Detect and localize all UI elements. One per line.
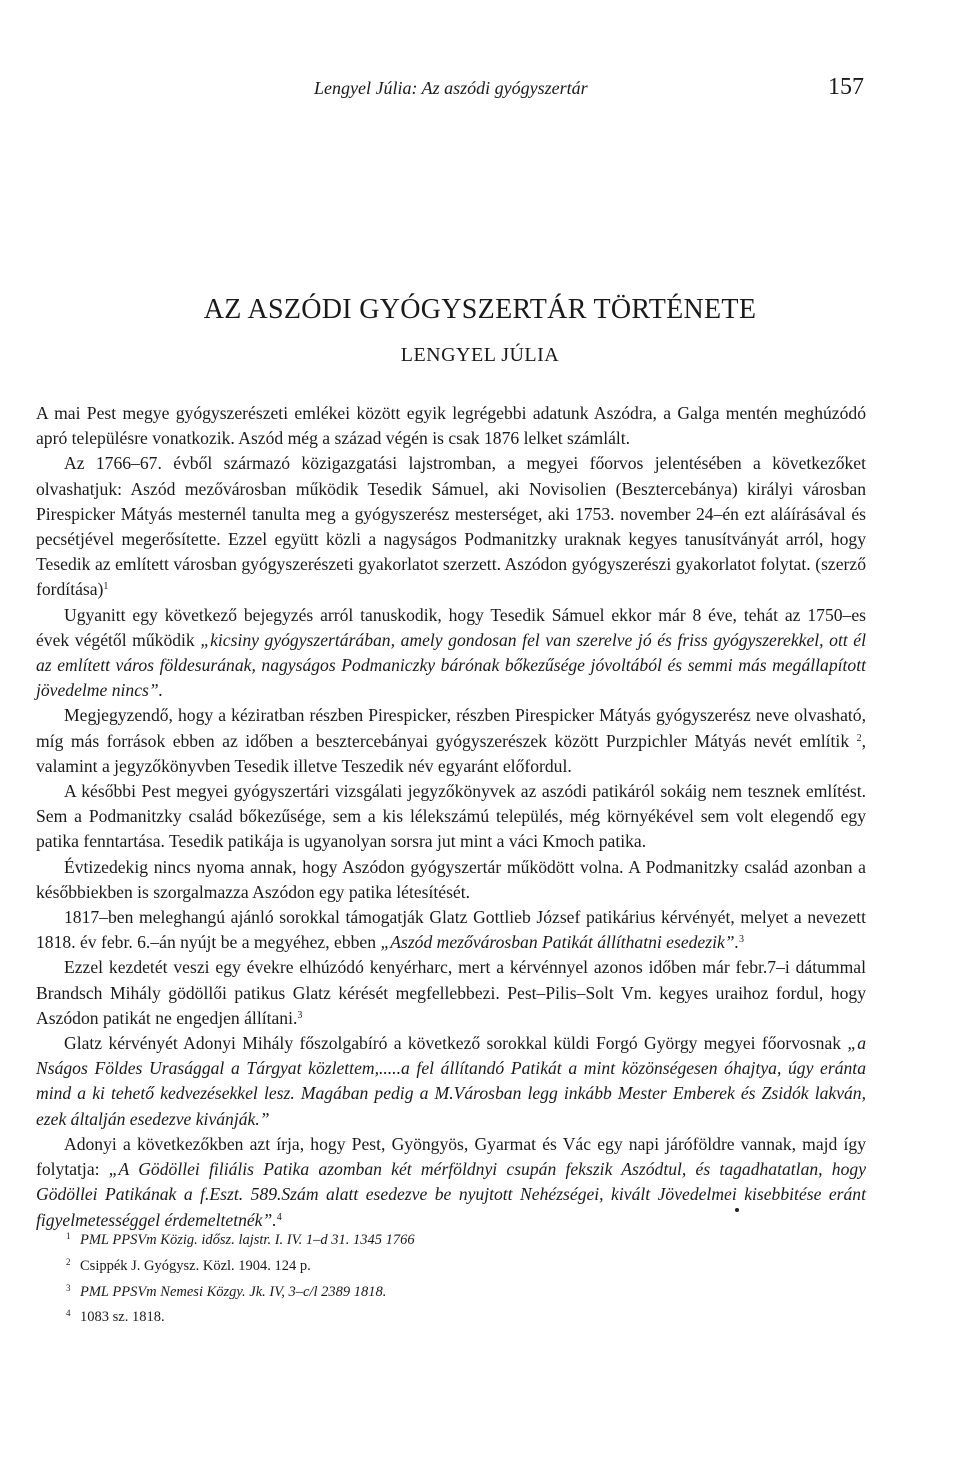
- paragraph: Ugyanitt egy következő bejegyzés arról tanuskodik, hogy Tesedik Sámuel ekkor már 8 éve, tehát az 1750–es évek végétől működik „kicsiny gyógyszertárában, amely gondosan fel van szerelve jó és friss gyógyszerekkel, ott él az említett város földesurának, nagyságos Podmaniczky bárónak bőkezűsége jóvoltából és semmi más megállapított jövedelme nincs”.: [36, 604, 867, 701]
- footnote: 3 PML PPSVm Nemesi Közgy. Jk. IV, 3–c/l 2389 1818.: [66, 1282, 387, 1300]
- article-author: LENGYEL JÚLIA: [400, 344, 560, 366]
- page-number: 157: [828, 74, 864, 100]
- paragraph: Adonyi a következőkben azt írja, hogy Pest, Gyöngyös, Gyarmat és Vác egy napi járóföldre vannak, majd így folytatja: „A Gödöllei filiális Patika azomban két mérföldnyi csupán fekszik Aszódtul, és tagadhatatlan, hogy Gödöllei Patikának a f.Eszt. 589.Szám alatt esedezve be nyujtott Nehézségei, kivált Jövedelmei kisebbitése eránt figyelmetességgel érdemeltetnék”.$^4$: [36, 1133, 866, 1230]
- footnote: 4 1083 sz. 1818.: [66, 1308, 165, 1326]
- footnote-ref: 1: [103, 581, 109, 593]
- footnote-ref: 3: [297, 1009, 303, 1021]
- article-title: AZ ASZÓDI GYÓGYSZERTÁR TÖRTÉNETE: [203, 294, 757, 325]
- paragraph: Évtizedekig nincs nyoma annak, hogy Aszódon gyógyszertár működött volna. A Podmanitzky család azonban a későbbiekben is szorgalmazza Aszódon egy patika létesítését.: [36, 856, 866, 902]
- paragraph: Glatz kérvényét Adonyi Mihály főszolgabíró a következő sorokkal küldi Forgó György megyei főorvosnak „a Nságos Földes Urasággal a Tárgyat közlettem,.....a fel állítandó Patikát a mint közönségesen óhajtya, úgy eránta mind a ki tehető kedvezésekkel lesz. Magában pedig a M.Városban legg inkább Mester Emberek és Zsidók lakván, ezek általján esedezve kivánják.”: [36, 1033, 866, 1129]
- paragraph: Az 1766–67. évből származó közigazgatási lajstromban, a megyei főorvos jelentésében a következőket olvashatjuk: Aszód mezővárosban működik Tesedik Sámuel, aki Novisolien (Besztercebánya) királyi városban Pirespicker Mátyás mesternél tanulta meg a gyógyszerész mesterséget, aki 1753. november 24–én ezt aláírásával és pecsétjével megerősítette. Ezzel együtt közli a nagyságos Podmanitzky uraknak kegyes tanusítványát arról, hogy Tesedik az említett városban gyógyszerészeti gyakorlatot szerzett. Aszódon gyógyszerészi gyakorlatot folytat. (szerző fordítása)$^1$: [36, 453, 866, 600]
- running-title: Lengyel Júlia: Az aszódi gyógyszertár: [314, 78, 588, 98]
- paragraph: A későbbi Pest megyei gyógyszertári vizsgálati jegyzőkönyvek az aszódi patikáról sokáig nem tesznek említést. Sem a Podmanitzky család bőkezűsége, sem a kis lélekszámú település, még környékével sem volt elegendő egy patika fenntartása. Tesedik patikája is ugyanolyan sorsra jut mint a váci Kmoch patika.: [36, 781, 866, 852]
- footnotes: [66, 1226, 626, 1329]
- quotation: „A Gödöllei filiális Patika azomban két mérföldnyi csupán fekszik Aszódtul, és tagadhatatlan, hogy Gödöllei Patikának a f.Eszt. 589.Szám alatt esedezve be nyujtott Nehézségei, kivált Jövedelmei kisebbitése eránt figyelmetességgel érdemeltetnék”.: [36, 1159, 866, 1230]
- quotation: „Aszód mezővárosban Patikát állíthatni esedezik”.: [380, 932, 739, 953]
- footnote: 2 Csippék J. Gyógysz. Közl. 1904. 124 p.: [66, 1256, 311, 1274]
- footnote-ref: 3: [738, 934, 744, 946]
- quotation: „kicsiny gyógyszertárában, amely gondosan fel van szerelve jó és friss gyógyszerekkel, ott él az említett város földesurának, nagyságos Podmaniczky bárónak bőkezűsége jóvoltából és semmi más megállapított jövedelme nincs”.: [36, 629, 867, 701]
- paragraph: Ezzel kezdetét veszi egy évekre elhúzódó kenyérharc, mert a kérvénnyel azonos időben már febr.7–i dátummal Brandsch Mihály gödöllői patikus Glatz kérését megfellebbezi. Pest–Pilis–Solt Vm. kegyes uraihoz fordul, hogy Aszódon patikát ne engedjen állítani.$^3$: [36, 957, 866, 1028]
- stray-dot: [735, 1208, 739, 1212]
- article-body: [36, 401, 866, 1233]
- running-header: [40, 74, 864, 106]
- quotation: „a Nságos Földes Urasággal a Tárgyat közlettem,.....a fel állítandó Patikát a mint közönségesen óhajtya, úgy eránta mind a ki tehető kedvezésekkel lesz. Magában pedig a M.Városban legg inkább Mester Emberek és Zsidók lakván, ezek általján esedezve kivánják.”: [36, 1033, 866, 1129]
- footnote-ref: 2: [856, 732, 862, 744]
- paragraph: A mai Pest megye gyógyszerészeti emlékei között egyik legrégebbi adatunk Aszódra, a Galga mentén meghúzódó apró településre vonatkozik. Aszód még a század végén is csak 1876 lelket számlált.: [36, 403, 866, 449]
- paragraph: Megjegyzendő, hogy a kéziratban részben Pirespicker, részben Pirespicker Mátyás gyógyszerész neve olvasható, míg más források ebben az időben a besztercebányai gyógyszerészek között Purzpichler Mátyás nevét említik $^2$, valamint a jegyzőkönyvben Tesedik illetve Teszedik név egyaránt előfordul.: [36, 705, 866, 776]
- paragraph: 1817–ben meleghangú ajánló sorokkal támogatják Glatz Gottlieb József patikárius kérvényét, melyet a nevezett 1818. év febr. 6.–án nyújt be a megyéhez, ebben „Aszód mezővárosban Patikát állíthatni esedezik”.$^3$: [36, 907, 866, 953]
- footnote-ref: 4: [276, 1211, 282, 1223]
- footnote: 1 PML PPSVm Közig. idősz. lajstr. I. IV. 1–d 31. 1345 1766: [66, 1231, 415, 1248]
